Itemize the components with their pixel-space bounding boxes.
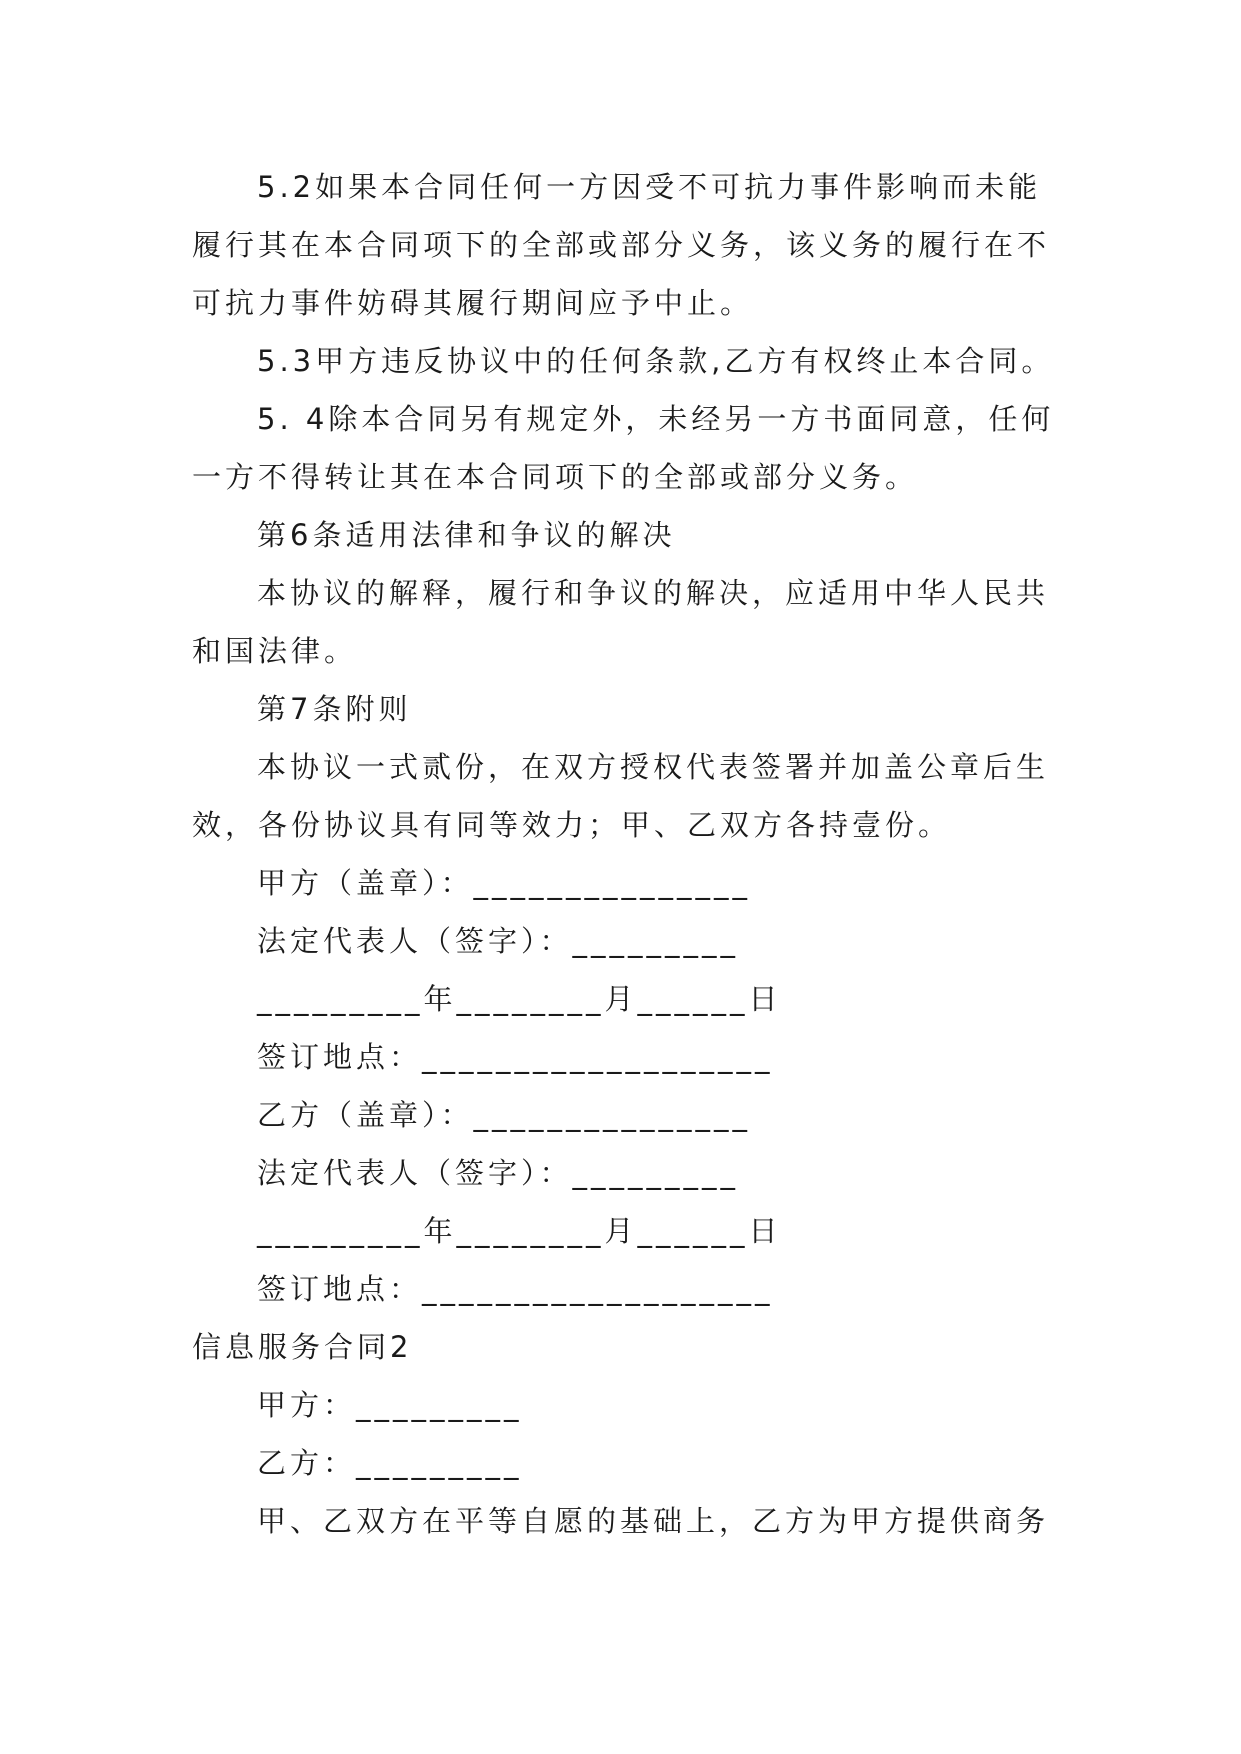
- clause-5-2-line-1: 5.2如果本合同任何一方因受不可抗力事件影响而未能: [257, 170, 1042, 204]
- article-6-body-line-1: 本协议的解释，履行和争议的解决，应适用中华人民共: [257, 576, 1050, 610]
- clause-5-3: 5.3甲方违反协议中的任何条款,乙方有权终止本合同。: [257, 344, 1055, 378]
- party-a-representative-line: 法定代表人（签字）：_________: [257, 924, 740, 958]
- contract-2-title: 信息服务合同2: [192, 1330, 413, 1364]
- party-b-seal-line: 乙方（盖章）：_______________: [257, 1098, 752, 1132]
- party-b-signing-place-line: 签订地点：___________________: [257, 1272, 774, 1306]
- contract-2-party-b-line: 乙方：_________: [257, 1446, 523, 1480]
- party-a-seal-line: 甲方（盖章）：_______________: [257, 866, 752, 900]
- party-a-signing-place-line: 签订地点：___________________: [257, 1040, 774, 1074]
- article-6-body-line-2: 和国法律。: [192, 634, 358, 668]
- party-b-representative-line: 法定代表人（签字）：_________: [257, 1156, 740, 1190]
- contract-2-party-a-line: 甲方：_________: [257, 1388, 523, 1422]
- article-7-body-line-2: 效，各份协议具有同等效力；甲、乙双方各持壹份。: [192, 808, 952, 842]
- party-b-date-line: _________年________月______日: [257, 1214, 782, 1248]
- clause-5-2-line-3: 可抗力事件妨碍其履行期间应予中止。: [192, 286, 754, 320]
- clause-5-4-line-1: 5. 4除本合同另有规定外，未经另一方书面同意，任何: [257, 402, 1055, 436]
- clause-5-2-line-2: 履行其在本合同项下的全部或部分义务，该义务的履行在不: [192, 228, 1051, 262]
- clause-5-4-line-2: 一方不得转让其在本合同项下的全部或部分义务。: [192, 460, 919, 494]
- article-6-heading: 第6条适用法律和争议的解决: [257, 518, 676, 552]
- party-a-date-line: _________年________月______日: [257, 982, 782, 1016]
- article-7-body-line-1: 本协议一式贰份，在双方授权代表签署并加盖公章后生: [257, 750, 1050, 784]
- contract-2-intro-line: 甲、乙双方在平等自愿的基础上，乙方为甲方提供商务: [257, 1504, 1050, 1538]
- article-7-heading: 第7条附则: [257, 692, 412, 726]
